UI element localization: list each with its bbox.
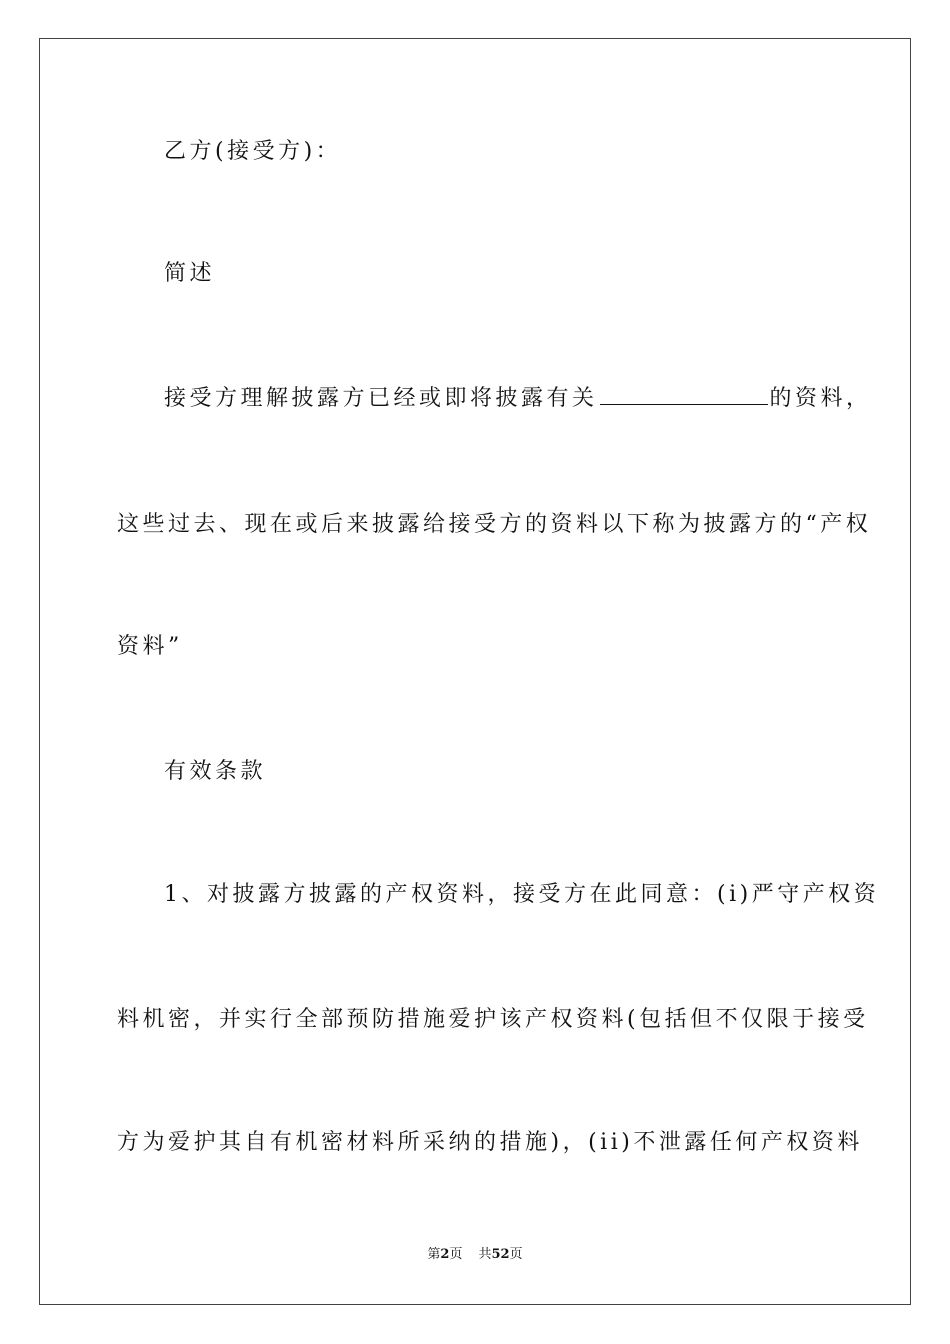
footer-page-prefix: 第 [427, 1247, 441, 1262]
footer-total-prefix: 共 [478, 1247, 492, 1262]
paragraph-line: 料机密，并实行全部预防措施爱护该产权资料(包括但不仅限于接受 [117, 1007, 869, 1032]
page-footer [0, 1246, 950, 1264]
paragraph-line: 资料” [117, 634, 183, 659]
paragraph-line: 这些过去、现在或后来披露给接受方的资料以下称为披露方的“产权 [117, 512, 872, 537]
paragraph-line [164, 384, 872, 414]
section-heading-terms: 有效条款 [164, 759, 267, 784]
page-border [39, 38, 911, 1305]
footer-total-pages: 52 [491, 1247, 510, 1262]
footer-total-suffix: 页 [509, 1247, 523, 1262]
paragraph-line: 1、对披露方披露的产权资料，接受方在此同意：(i)严守产权资 [164, 882, 880, 907]
paragraph-line: 方为爱护其自有机密材料所采纳的措施)，(ii)不泄露任何产权资料 [117, 1130, 863, 1155]
footer-page-suffix: 页 [449, 1247, 463, 1262]
section-heading-summary: 简述 [164, 261, 216, 286]
footer-page-number: 2 [440, 1247, 450, 1262]
paragraph-text: 的资料， [769, 386, 872, 411]
fill-in-blank [600, 384, 768, 405]
party-b-label: 乙方(接受方)： [164, 139, 342, 164]
paragraph-text: 接受方理解披露方已经或即将披露有关 [164, 386, 598, 411]
